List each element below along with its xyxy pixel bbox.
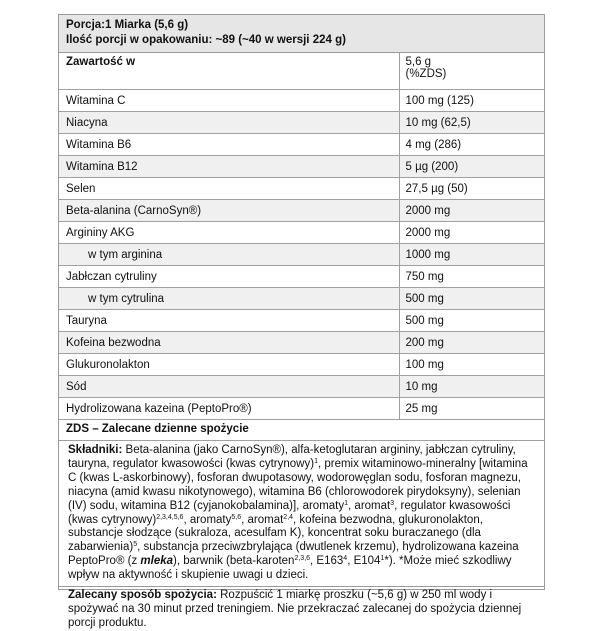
nutrient-label: Tauryna [59, 310, 399, 332]
nutrient-label: Beta-alanina (CarnoSyn®) [59, 200, 399, 222]
nutrient-label: Witamina B6 [59, 134, 399, 156]
nutrient-label: w tym cytrulina [59, 288, 399, 310]
usage-label: Zalecany sposób spożycia: [68, 589, 217, 602]
nutrient-label: Glukuronolakton [59, 354, 399, 376]
nutrient-label: Niacyna [59, 112, 399, 134]
nutrient-label: Witamina B12 [59, 156, 399, 178]
table-row [59, 112, 544, 134]
ingredients-part: , substancja przeciwzbrylająca (dwutlenek krzemu), hydrolizowana kazeina PeptoPro® (z [68, 541, 519, 568]
footnote-ref: 1 [380, 555, 385, 563]
ingredients-text [59, 441, 544, 583]
serving-amount: 5,6 g [405, 56, 432, 68]
nutrient-label: Kofeina bezwodna [59, 332, 399, 354]
footnote-ref: 3 [390, 499, 395, 507]
table-header-row [59, 53, 544, 90]
table-row [59, 288, 544, 310]
table-row [59, 200, 544, 222]
column-header-value [399, 53, 544, 90]
serving-header [59, 15, 544, 53]
ingredients-part: ), barwnik (beta-karoten [173, 555, 295, 568]
nutrient-label: Selen [59, 178, 399, 200]
footnote-ref: 4 [343, 555, 348, 563]
nutrient-label: w tym arginina [59, 244, 399, 266]
nutrient-value: 1000 mg [399, 244, 544, 266]
table-row [59, 134, 544, 156]
table-row [59, 376, 544, 398]
column-header-label: Zawartość w [59, 53, 399, 90]
footnote-ref: 5,6 [231, 513, 242, 521]
footnote-ref: 1 [314, 457, 318, 465]
table-row [59, 266, 544, 288]
zds-percent-header: (%ZDS) [405, 68, 447, 80]
servings-per-pack: Ilość porcji w opakowaniu: ~89 (~40 w wersji 224 g) [66, 34, 346, 46]
table-row [59, 222, 544, 244]
ingredients-part: , E163 [310, 555, 344, 568]
nutrient-value: 2000 mg [399, 222, 544, 244]
footnote-ref: 5 [133, 541, 138, 549]
ingredients-part: , aromat [348, 499, 391, 512]
table-row [59, 244, 544, 266]
nutrient-value: 27,5 µg (50) [399, 178, 544, 200]
ingredients-part: , aromaty [183, 513, 232, 526]
nutrient-value: 100 mg [399, 354, 544, 376]
nutrient-label: Sód [59, 376, 399, 398]
nutrient-value: 750 mg [399, 266, 544, 288]
nutrient-value: 4 mg (286) [399, 134, 544, 156]
nutrient-value: 500 mg [399, 310, 544, 332]
table-row [59, 354, 544, 376]
nutrient-label: Argininy AKG [59, 222, 399, 244]
nutrient-value: 10 mg (62,5) [399, 112, 544, 134]
table-row [59, 310, 544, 332]
nutrient-label: Jabłczan cytruliny [59, 266, 399, 288]
nutrient-label: Hydrolizowana kazeina (PeptoPro®) [59, 398, 399, 420]
nutrient-value: 2000 mg [399, 200, 544, 222]
usage-instructions: Rozpuścić 1 miarkę proszku (~5,6 g) w 250 ml wody i spożywać na 30 minut przed treningiem. Nie przekraczać zalecanej do spożycia dziennej porcji produktu. [68, 589, 522, 629]
allergen-milk: mleka [140, 555, 174, 568]
footnote-ref: 2,3,4,5,6 [156, 513, 184, 521]
nutrition-table [59, 53, 544, 420]
nutrition-label [58, 14, 545, 629]
ingredients-part: , E104 [347, 555, 381, 568]
table-row [59, 178, 544, 200]
ingredients-part: *). *Może mieć szkodliwy wpływ na aktywność i skupienie uwagi u dzieci. [68, 555, 512, 582]
ingredients-label: Składniki: [68, 444, 123, 456]
zds-note: ZDS – Zalecane dzienne spożycie [59, 420, 544, 441]
footnote-ref: 1 [344, 499, 349, 507]
nutrient-value: 100 mg (125) [399, 90, 544, 112]
nutrient-value: 5 µg (200) [399, 156, 544, 178]
table-row [59, 332, 544, 354]
table-row [59, 90, 544, 112]
table-row [59, 398, 544, 420]
serving-size: Porcja:1 Miarka (5,6 g) [66, 19, 189, 31]
nutrient-value: 25 mg [399, 398, 544, 420]
nutrient-label: Witamina C [59, 90, 399, 112]
nutrient-value: 10 mg [399, 376, 544, 398]
usage-text [59, 587, 544, 631]
ingredients-part: , premix witaminowo-mineralny [witamina C (kwas L-askorbinowy), fosforan dwupotasowy, wodorowęglan sodu, fosforan magnezu, niacyna (amid kwasu nikotynowego), witamina B6 (chlorowodorek pirydoksyny), selenian (IV) sodu, witamina B12 (cyjanokobalamina)], aromaty [68, 457, 528, 512]
nutrient-value: 500 mg [399, 288, 544, 310]
footnote-ref: 2,4 [283, 513, 294, 521]
footnote-ref: 2,3,6 [294, 555, 311, 563]
nutrient-value: 200 mg [399, 332, 544, 354]
table-row [59, 156, 544, 178]
ingredients-part: , kofeina bezwodna, glukuronolakton, substancje słodzące (sukraloza, acesulfam K), koncentrat soku buraczanego (dla zabarwienia) [68, 513, 483, 554]
ingredients-part: , aromat [241, 513, 284, 526]
ingredients-part: , regulator kwasowości (kwas cytrynowy) [68, 499, 511, 526]
ingredients-part: Beta-alanina (jako CarnoSyn®), alfa-ketoglutaran argininy, jabłczan cytruliny, tauryna, regulator kwasowości (kwas cytrynowy) [68, 444, 516, 470]
